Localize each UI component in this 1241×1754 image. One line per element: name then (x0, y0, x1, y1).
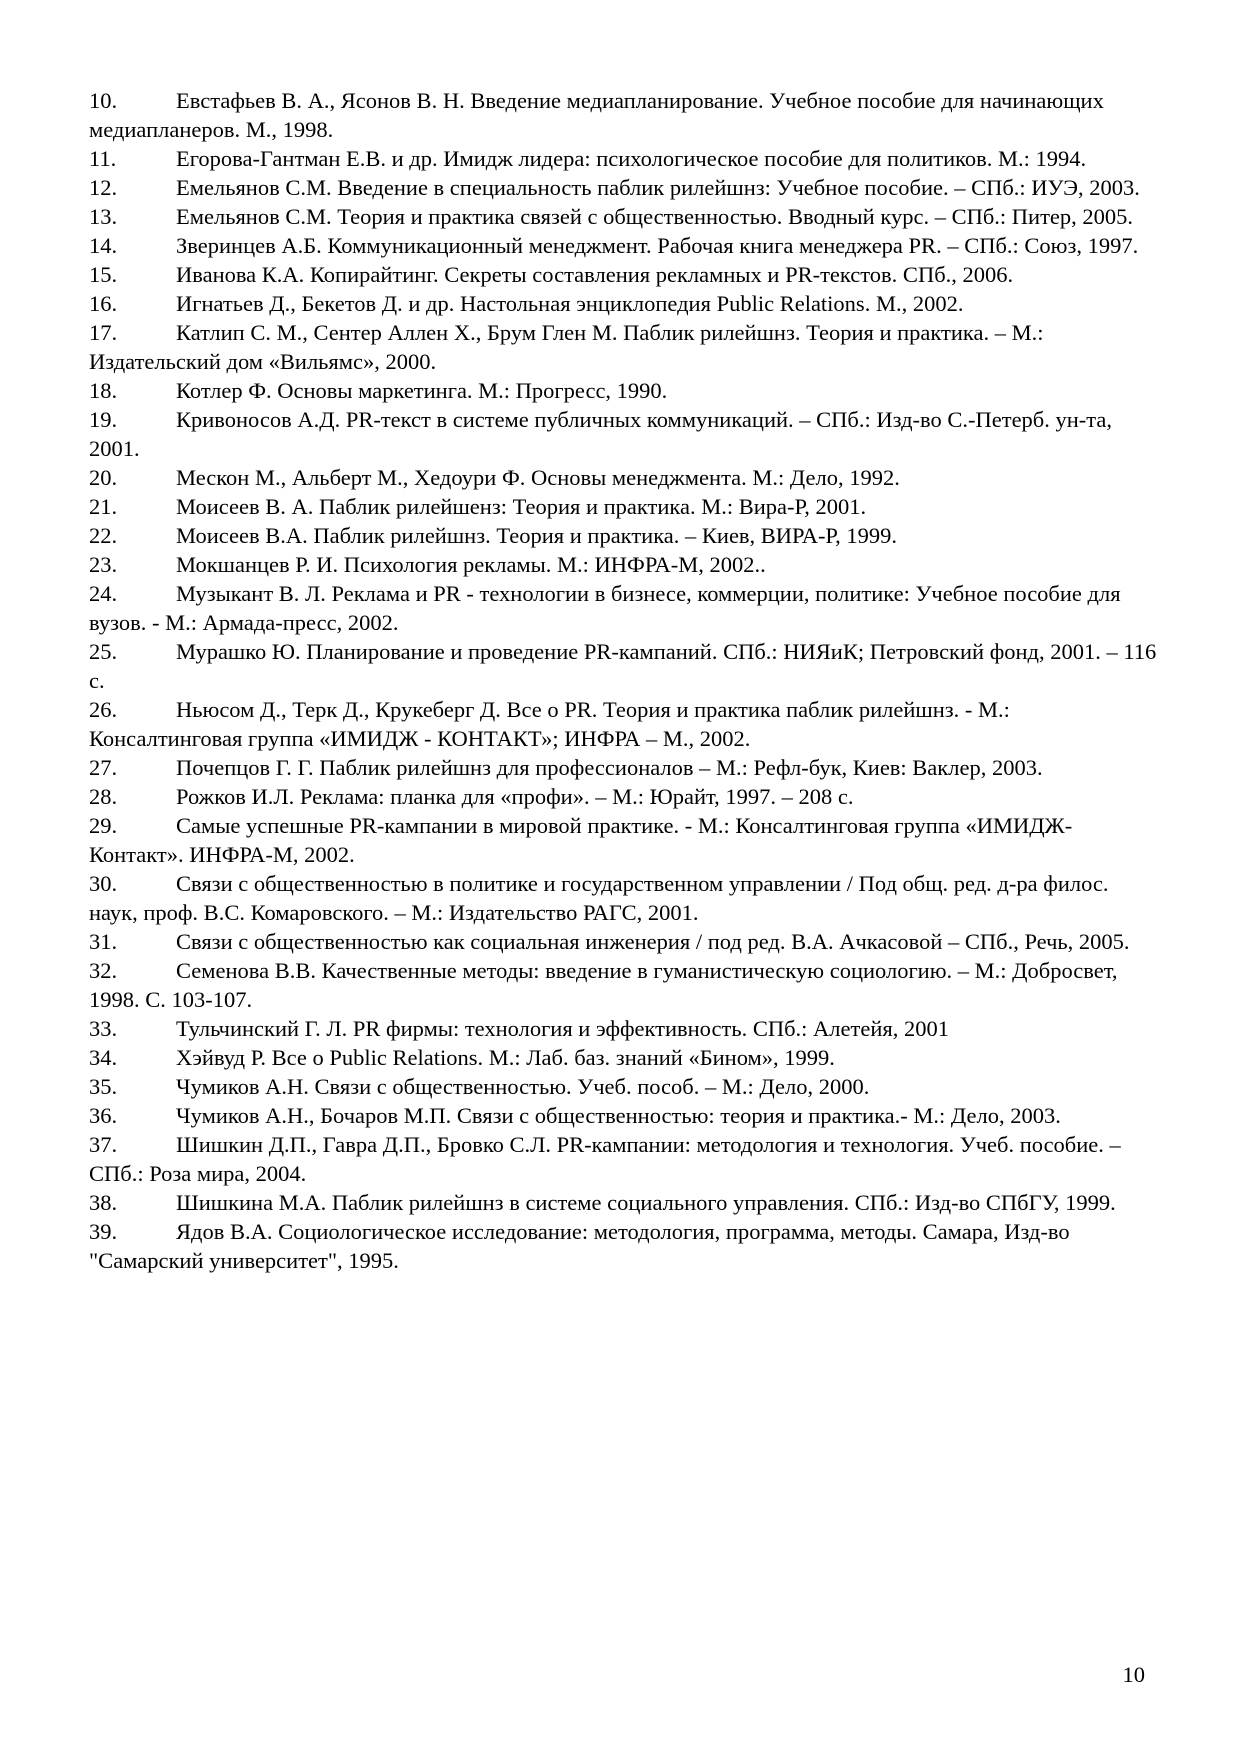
reference-text: Кривоносов А.Д. PR-текст в системе публичных коммуникаций. – СПб.: Изд-во С.-Петерб. ун-та, 2001. (89, 407, 1113, 461)
reference-text: Моисеев В.А. Паблик рилейшнз. Теория и практика. – Киев, ВИРА-Р, 1999. (176, 523, 898, 548)
reference-text: Почепцов Г. Г. Паблик рилейшнз для профессионалов – М.: Рефл-бук, Киев: Ваклер, 2003. (176, 755, 1043, 780)
reference-text: Шишкина М.А. Паблик рилейшнз в системе социального управления. СПб.: Изд-во СПбГУ, 1999. (176, 1190, 1116, 1215)
reference-item (89, 1130, 1161, 1188)
reference-item (89, 1043, 1161, 1072)
reference-item (89, 260, 1161, 289)
reference-item (89, 202, 1161, 231)
reference-number: 17. (89, 320, 118, 345)
reference-number: 12. (89, 175, 118, 200)
reference-number: 13. (89, 204, 118, 229)
reference-text: Ядов В.А. Социологическое исследование: методология, программа, методы. Самара, Изд-во "Самарский университет", 1995. (89, 1219, 1070, 1273)
reference-item (89, 318, 1161, 376)
reference-number: 20. (89, 465, 118, 490)
reference-text: Зверинцев А.Б. Коммуникационный менеджмент. Рабочая книга менеджера PR. – СПб.: Союз, 1997. (176, 233, 1139, 258)
reference-item (89, 927, 1161, 956)
reference-item (89, 579, 1161, 637)
reference-number: 27. (89, 755, 118, 780)
reference-number: 18. (89, 378, 118, 403)
reference-text: Котлер Ф. Основы маркетинга. М.: Прогресс, 1990. (176, 378, 668, 403)
reference-text: Чумиков А.Н. Связи с общественностью. Учеб. пособ. – М.: Дело, 2000. (176, 1074, 870, 1099)
reference-text: Иванова К.А. Копирайтинг. Секреты составления рекламных и PR-текстов. СПб., 2006. (176, 262, 1014, 287)
reference-item (89, 492, 1161, 521)
reference-item (89, 521, 1161, 550)
reference-number: 15. (89, 262, 118, 287)
reference-item (89, 86, 1161, 144)
reference-number: 31. (89, 929, 118, 954)
reference-item (89, 1217, 1161, 1275)
reference-item (89, 173, 1161, 202)
reference-item (89, 811, 1161, 869)
reference-item (89, 550, 1161, 579)
reference-number: 24. (89, 581, 118, 606)
reference-text: Емельянов С.М. Введение в специальность паблик рилейшнз: Учебное пособие. – СПб.: ИУЭ, 2003. (176, 175, 1140, 200)
reference-text: Емельянов С.М. Теория и практика связей с общественностью. Вводный курс. – СПб.: Питер, 2005. (176, 204, 1134, 229)
reference-number: 21. (89, 494, 118, 519)
reference-number: 29. (89, 813, 118, 838)
reference-text: Мокшанцев Р. И. Психология рекламы. М.: ИНФРА-М, 2002.. (176, 552, 766, 577)
reference-item (89, 463, 1161, 492)
reference-item (89, 1188, 1161, 1217)
reference-text: Связи с общественностью как социальная инженерия / под ред. В.А. Ачкасовой – СПб., Речь, 2005. (176, 929, 1130, 954)
reference-number: 30. (89, 871, 118, 896)
reference-number: 16. (89, 291, 118, 316)
reference-item (89, 405, 1161, 463)
reference-text: Семенова В.В. Качественные методы: введение в гуманистическую социологию. – М.: Добросвет, 1998. С. 103-107. (89, 958, 1118, 1012)
reference-item (89, 289, 1161, 318)
reference-number: 33. (89, 1016, 118, 1041)
reference-item (89, 1101, 1161, 1130)
reference-text: Хэйвуд Р. Все о Public Relations. М.: Лаб. баз. знаний «Бином», 1999. (176, 1045, 835, 1070)
reference-number: 26. (89, 697, 118, 722)
reference-number: 19. (89, 407, 118, 432)
reference-number: 25. (89, 639, 118, 664)
reference-number: 23. (89, 552, 118, 577)
reference-item (89, 376, 1161, 405)
reference-item (89, 869, 1161, 927)
reference-text: Тульчинский Г. Л. PR фирмы: технология и эффективность. СПб.: Алетейя, 2001 (176, 1016, 949, 1041)
reference-item (89, 144, 1161, 173)
reference-number: 11. (89, 146, 117, 171)
reference-item (89, 1014, 1161, 1043)
reference-text: Связи с общественностью в политике и государственном управлении / Под общ. ред. д-ра филос. наук, проф. В.С. Комаровского. – М.: Издательство РАГС, 2001. (89, 871, 1109, 925)
reference-text: Шишкин Д.П., Гавра Д.П., Бровко С.Л. PR-кампании: методология и технология. Учеб. пособие. – СПб.: Роза мира, 2004. (89, 1132, 1121, 1186)
reference-number: 35. (89, 1074, 118, 1099)
reference-item (89, 956, 1161, 1014)
reference-number: 14. (89, 233, 118, 258)
reference-item (89, 782, 1161, 811)
reference-item (89, 1072, 1161, 1101)
reference-text: Рожков И.Л. Реклама: планка для «профи». – М.: Юрайт, 1997. – 208 с. (176, 784, 854, 809)
reference-number: 28. (89, 784, 118, 809)
reference-item (89, 637, 1161, 695)
reference-number: 32. (89, 958, 118, 983)
reference-text: Катлип С. М., Сентер Аллен Х., Брум Глен М. Паблик рилейшнз. Теория и практика. – М.: Издательский дом «Вильямс», 2000. (89, 320, 1044, 374)
reference-number: 38. (89, 1190, 118, 1215)
reference-text: Чумиков А.Н., Бочаров М.П. Связи с общественностью: теория и практика.- М.: Дело, 2003. (176, 1103, 1061, 1128)
reference-text: Ньюсом Д., Терк Д., Крукеберг Д. Все о PR. Теория и практика паблик рилейшнз. - М.: Консалтинговая группа «ИМИДЖ - КОНТАКТ»; ИНФРА – М., 2002. (89, 697, 1010, 751)
reference-item (89, 695, 1161, 753)
page-number: 10 (1122, 1662, 1145, 1687)
reference-text: Евстафьев В. А., Ясонов В. Н. Введение медиапланирование. Учебное пособие для начинающих медиапланеров. М., 1998. (89, 88, 1104, 142)
reference-number: 39. (89, 1219, 118, 1244)
reference-number: 10. (89, 88, 118, 113)
reference-number: 34. (89, 1045, 118, 1070)
reference-text: Музыкант В. Л. Реклама и PR - технологии в бизнесе, коммерции, политике: Учебное пособие для вузов. - М.: Армада-пресс, 2002. (89, 581, 1121, 635)
reference-text: Мескон М., Альберт М., Хедоури Ф. Основы менеджмента. М.: Дело, 1992. (176, 465, 900, 490)
reference-text: Мурашко Ю. Планирование и проведение PR-кампаний. СПб.: НИЯиК; Петровский фонд, 2001. – 116 с. (89, 639, 1157, 693)
reference-text: Моисеев В. А. Паблик рилейшенз: Теория и практика. М.: Вира-Р, 2001. (176, 494, 867, 519)
reference-item (89, 231, 1161, 260)
reference-list (89, 86, 1161, 1275)
reference-text: Игнатьев Д., Бекетов Д. и др. Настольная энциклопедия Public Relations. М., 2002. (176, 291, 964, 316)
reference-number: 22. (89, 523, 118, 548)
reference-text: Егорова-Гантман Е.В. и др. Имидж лидера: психологическое пособие для политиков. М.: 1994. (176, 146, 1087, 171)
reference-item (89, 753, 1161, 782)
reference-number: 36. (89, 1103, 118, 1128)
reference-text: Самые успешные PR-кампании в мировой практике. - М.: Консалтинговая группа «ИМИДЖ-Контакт». ИНФРА-М, 2002. (89, 813, 1073, 867)
reference-number: 37. (89, 1132, 118, 1157)
